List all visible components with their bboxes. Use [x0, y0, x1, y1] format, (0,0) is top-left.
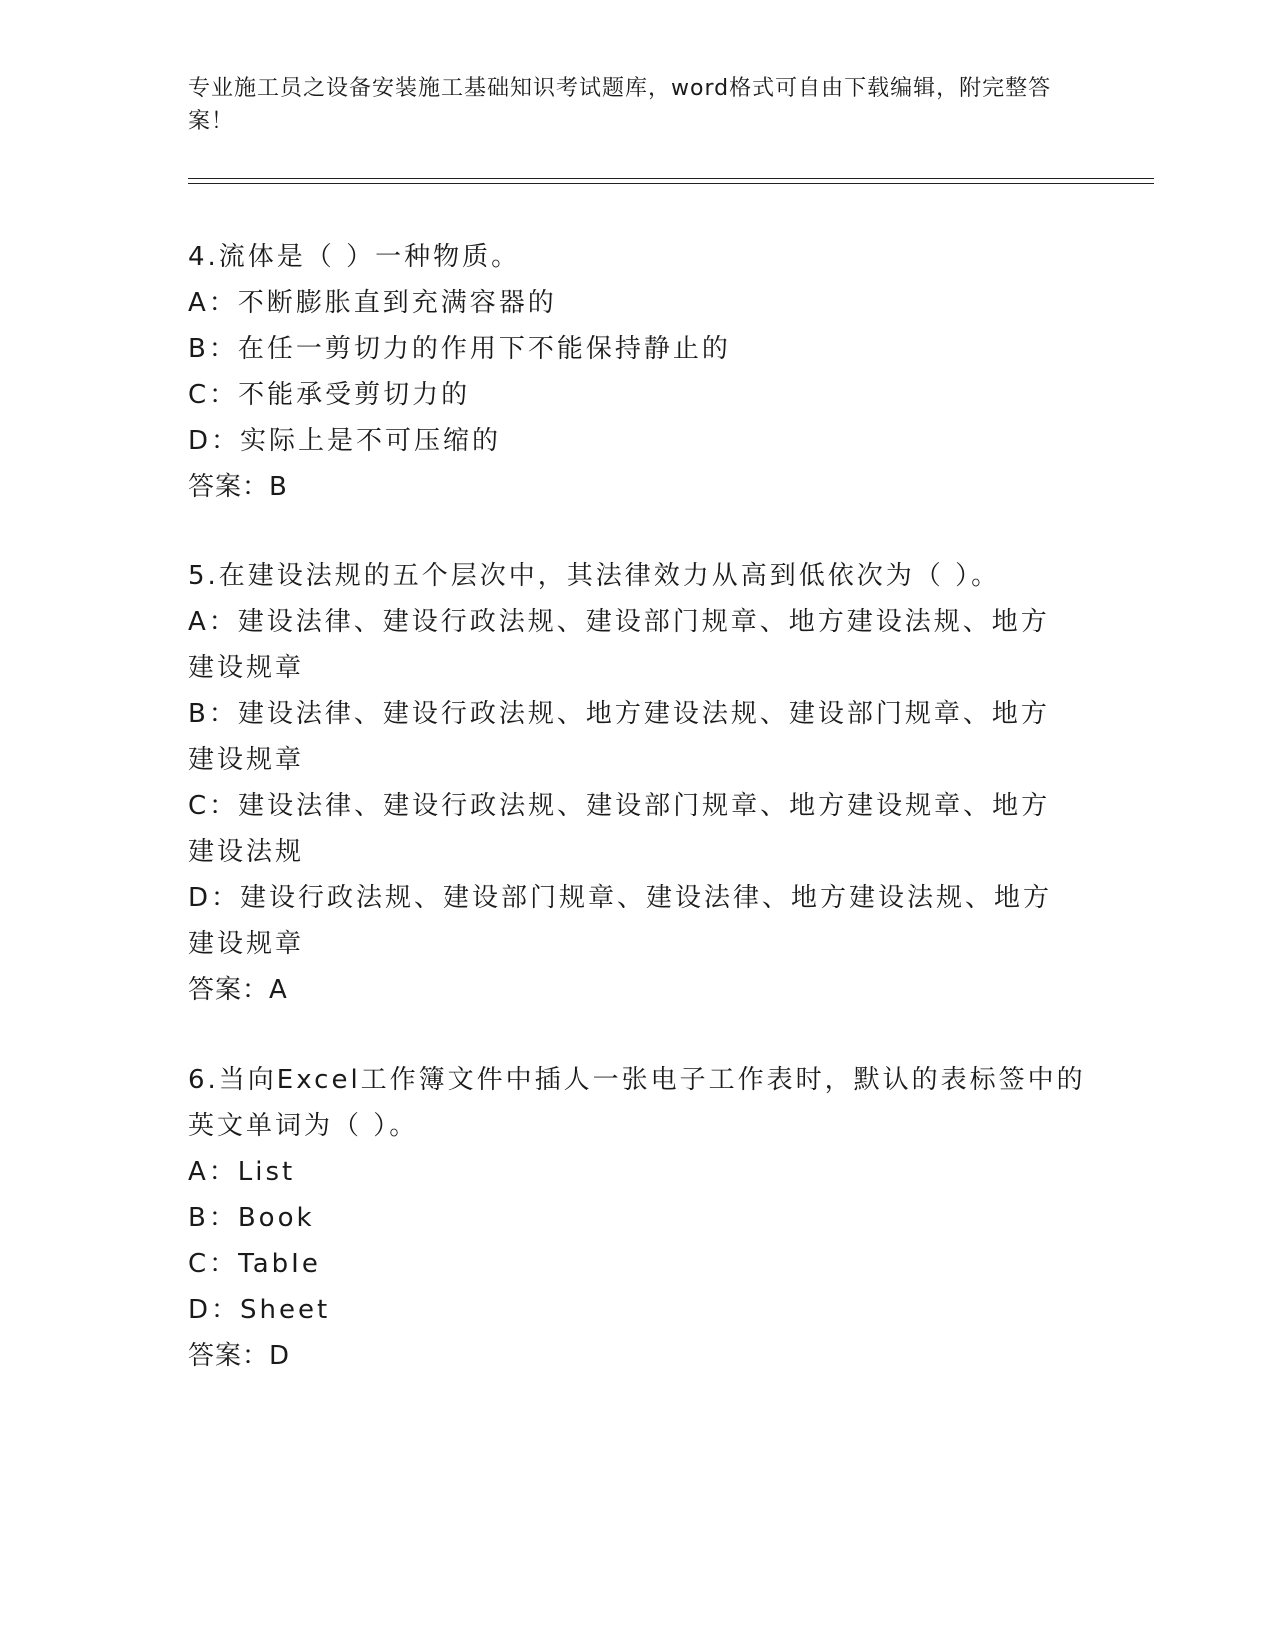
option-b: B：建设法律、建设行政法规、地方建设法规、建设部门规章、地方建设规章	[188, 699, 1050, 775]
option-c: C：不能承受剪切力的	[188, 380, 471, 410]
option-a: A：建设法律、建设行政法规、建设部门规章、地方建设法规、地方建设规章	[188, 607, 1050, 683]
header-divider-top	[188, 178, 1154, 179]
option-a: A：List	[188, 1157, 296, 1187]
document-header: 专业施工员之设备安装施工基础知识考试题库，word格式可自由下载编辑，附完整答案！	[188, 76, 1052, 134]
question-5	[188, 553, 1088, 1013]
option-c: C：建设法律、建设行政法规、建设部门规章、地方建设规章、地方建设法规	[188, 791, 1051, 867]
answer-line: 答案：A	[188, 975, 288, 1005]
question-stem: 5.在建设法规的五个层次中，其法律效力从高到低依次为（ ）。	[188, 561, 1001, 591]
option-d: D：实际上是不可压缩的	[188, 426, 502, 456]
question-4	[188, 234, 1088, 510]
question-stem: 6.当向Excel工作簿文件中插人一张电子工作表时，默认的表标签中的英文单词为（ ）。	[188, 1065, 1086, 1141]
option-b: B：在任一剪切力的作用下不能保持静止的	[188, 334, 731, 364]
answer-line: 答案：B	[188, 472, 288, 502]
answer-line: 答案：D	[188, 1341, 291, 1371]
option-c: C：TabIe	[188, 1249, 321, 1279]
question-6	[188, 1057, 1088, 1379]
option-d: D：建设行政法规、建设部门规章、建设法律、地方建设法规、地方建设规章	[188, 883, 1053, 959]
option-a: A：不断膨胀直到充满容器的	[188, 288, 557, 318]
option-d: D：Sheet	[188, 1295, 331, 1325]
option-b: B：Book	[188, 1203, 315, 1233]
header-divider-bottom	[188, 183, 1154, 184]
question-stem: 4.流体是（ ）一种物质。	[188, 242, 521, 272]
